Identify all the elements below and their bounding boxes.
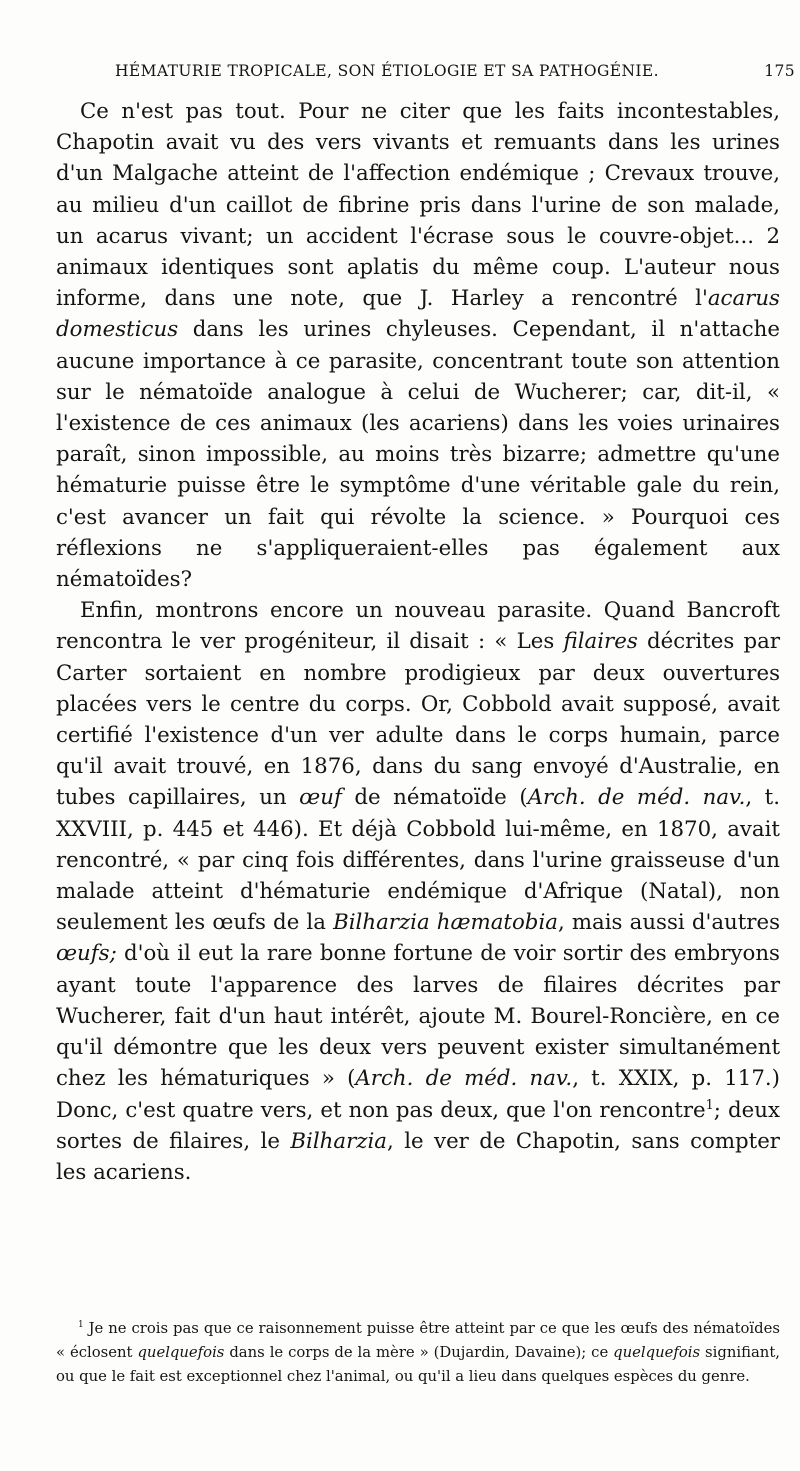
page-number: 175 bbox=[764, 62, 795, 80]
italic-term: acarus domesticus bbox=[56, 286, 780, 343]
italic-term: œuf bbox=[299, 785, 342, 811]
text-run: ; deux sortes de filaires, le bbox=[56, 1097, 780, 1154]
italic-term: Bilharzia bbox=[290, 1128, 387, 1154]
italic-term: filaires bbox=[563, 629, 638, 655]
italic-term: quelquefois bbox=[137, 1344, 225, 1361]
footnote-1 bbox=[56, 1317, 780, 1389]
text-run: dans les urines chyleuses. Cependant, il n'attache aucune importance à ce parasite, concentrant toute son attention sur le nématoïde analogue à celui de Wucherer; car, dit-il, « l'existence de ces animaux (les acariens) dans les voies urinaires paraît, sinon impossible, au moins très bizarre; admettre qu'une hématurie puisse être le symptôme d'une véritable gale du rein, c'est avancer un fait qui révolte la science. » Pourquoi ces réflexions ne s'appliqueraient-elles pas également aux nématoïdes? bbox=[56, 317, 780, 593]
text-run: , le ver de Chapotin, sans compter les acariens. bbox=[56, 1128, 780, 1185]
running-header bbox=[115, 62, 795, 92]
italic-citation: Arch. de méd. nav. bbox=[355, 1066, 573, 1092]
running-title: HÉMATURIE TROPICALE, SON ÉTIOLOGIE ET SA PATHOGÉNIE. bbox=[115, 62, 659, 80]
text-run: Je ne crois pas que ce raisonnement puisse être atteint par ce que les œufs des nématoïdes « éclosent bbox=[56, 1320, 780, 1361]
text-run: , t. XXIX, p. 117.) Donc, c'est quatre vers, et non pas deux, que l'on rencontre bbox=[56, 1066, 780, 1123]
text-run: , mais aussi d'autres bbox=[557, 910, 781, 936]
paragraph-1 bbox=[56, 96, 780, 595]
text-run: de nématoïde ( bbox=[341, 785, 528, 811]
text-run: dans le corps de la mère » (Dujardin, Davaine); ce bbox=[224, 1344, 614, 1361]
text-run: , t. XXVIII, p. 445 et 446). Et déjà Cobbold lui-même, en 1870, avait rencontré, « par cinq fois différentes, dans l'urine graisseuse d'un malade atteint d'hématurie endémique d'Afrique (Natal), non seulement les œufs de la bbox=[56, 785, 780, 936]
text-run: Ce n'est pas tout. Pour ne citer que les faits incontestables, Chapotin avait vu des vers vivants et remuants dans les urines d'un Malgache atteint de l'affection endémique ; Crevaux trouve, au milieu d'un caillot de fibrine pris dans l'urine de son malade, un acarus vivant; un accident l'écrase sous le couvre-objet... 2 animaux identiques sont aplatis du même coup. L'auteur nous informe, dans une note, que J. Harley a rencontré l' bbox=[56, 99, 780, 312]
italic-term: quelquefois bbox=[613, 1344, 701, 1361]
footnotes bbox=[56, 1317, 780, 1389]
main-text bbox=[56, 96, 780, 1188]
italic-citation: Arch. de méd. nav. bbox=[527, 785, 746, 811]
italic-term: Bilharzia hæmatobia bbox=[333, 910, 558, 936]
text-run: signifiant, ou que le fait est exceptionnel chez l'animal, ou qu'il a lieu dans quelques espèces du genre. bbox=[56, 1344, 780, 1385]
text-run: d'où il eut la rare bonne fortune de voir sortir des embryons ayant toute l'apparence des larves de filaires décrites par Wucherer, fait d'un haut intérêt, ajoute M. Bourel-Roncière, en ce qu'il démontre que les deux vers peuvent exister simultanément chez les hématuriques » ( bbox=[56, 941, 780, 1092]
text-run: Enfin, montrons encore un nouveau parasite. Quand Bancroft rencontra le ver progéniteur, il disait : « Les bbox=[56, 598, 780, 655]
text-run: décrites par Carter sortaient en nombre prodigieux par deux ouvertures placées vers le centre du corps. Or, Cobbold avait supposé, avait certifié l'existence d'un ver adulte dans le corps humain, parce qu'il avait trouvé, en 1876, dans du sang envoyé d'Australie, en tubes capillaires, un bbox=[56, 629, 780, 811]
footnote-marker: 1 bbox=[705, 1097, 714, 1113]
paragraph-2 bbox=[56, 595, 780, 1188]
footnote-number: 1 bbox=[78, 1320, 84, 1331]
italic-term: œufs; bbox=[56, 941, 117, 967]
